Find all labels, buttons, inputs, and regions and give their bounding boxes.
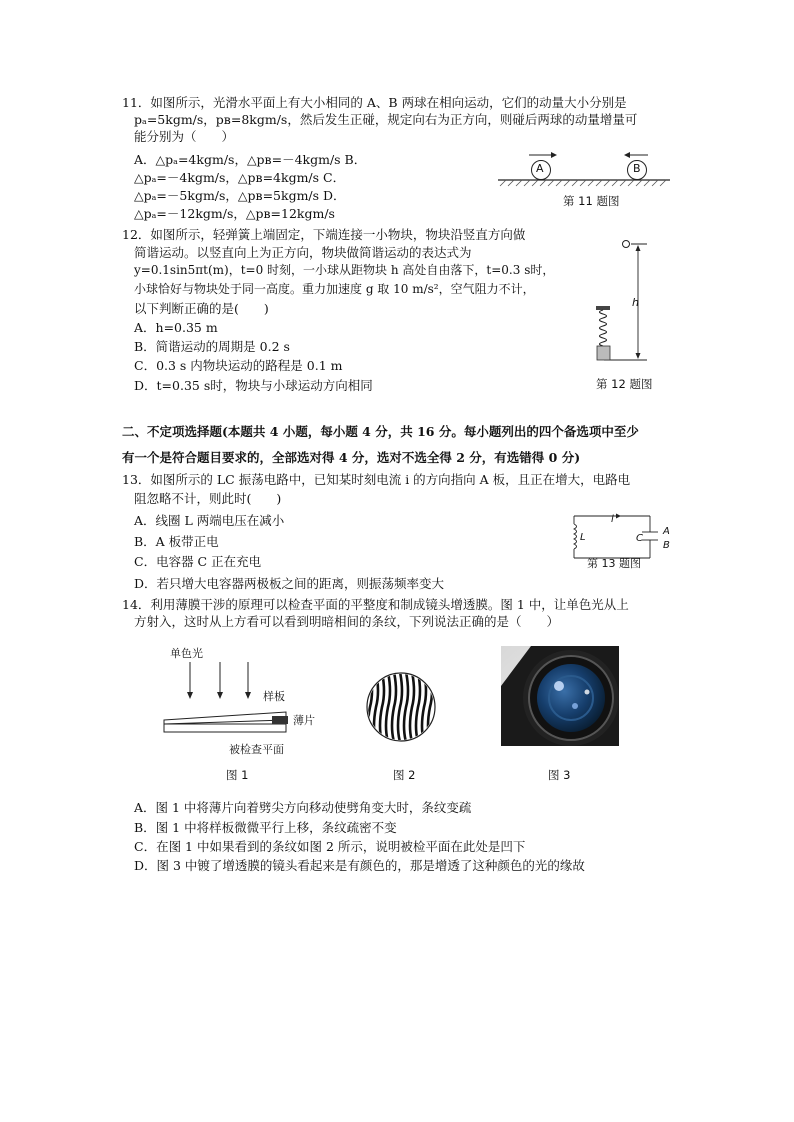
ball-a-label: A — [536, 162, 544, 175]
q12-option-a: A．h=0.35 m — [134, 320, 218, 335]
q13-caption: 第 13 题图 — [587, 557, 641, 570]
q13-b-label: B — [663, 540, 670, 551]
q14-fig2 — [366, 672, 436, 742]
q12-option-d: D．t=0.35 s时，物块与小球运动方向相同 — [134, 378, 373, 393]
q13-c-label: C — [636, 533, 643, 544]
fig2-caption: 图 2 — [393, 768, 416, 782]
q14-line1: 14．利用薄膜干涉的原理可以检查平面的平整度和制成镜头增透膜。图 1 中，让单色光从上 — [122, 597, 629, 612]
q11-option-a: A．△pₐ=4kgm/s，△pʙ=－4kgm/s B． — [134, 152, 367, 167]
q12-line1: 12．如图所示，轻弹簧上端固定，下端连接一小物块，物块沿竖直方向做 — [122, 227, 526, 242]
q13-a-label: A — [663, 526, 670, 537]
fig1-plate-label: 样板 — [263, 690, 285, 703]
fig1-surface-label: 被检查平面 — [229, 743, 284, 756]
q13-i-label: i — [611, 514, 614, 525]
q13-line1: 13．如图所示的 LC 振荡电路中，已知某时刻电流 i 的方向指向 A 板，且正在增大，电路电 — [122, 472, 631, 487]
q13-option-c: C．电容器 C 正在充电 — [134, 554, 262, 569]
q13-option-d: D．若只增大电容器两极板之间的距离，则振荡频率变大 — [134, 576, 445, 591]
section2-line2: 有一个是符合题目要求的，全部选对得 4 分，选对不选全得 2 分，有选错得 0 分) — [122, 450, 581, 465]
q14-fig3 — [501, 646, 619, 746]
q12-figure — [590, 236, 650, 366]
q11-caption: 第 11 题图 — [563, 194, 620, 208]
q12-option-b: B．简谐运动的周期是 0.2 s — [134, 339, 290, 354]
q12-option-c: C．0.3 s 内物块运动的路程是 0.1 m — [134, 358, 343, 373]
q13-line2: 阻忽略不计，则此时( ) — [134, 491, 282, 506]
section2-line1: 二、不定项选择题(本题共 4 小题，每小题 4 分，共 16 分。每小题列出的四个备选项中至少 — [122, 424, 639, 439]
q11-option-b: △pₐ=－4kgm/s，△pʙ=4kgm/s C． — [134, 170, 346, 185]
fig1-shim-label: 薄片 — [293, 714, 315, 727]
q12-line3: y=0.1sin5πt(m)，t=0 时刻，一小球从距物块 h 高处自由落下，t=0.3 s时， — [134, 263, 555, 277]
fig1-caption: 图 1 — [226, 768, 249, 782]
q11-option-c: △pₐ=－5kgm/s，△pʙ=5kgm/s D． — [134, 188, 346, 203]
q12-line2: 简谐运动。以竖直向上为正方向，物块做简谐运动的表达式为 — [134, 245, 472, 260]
q13-l-label: L — [580, 532, 586, 543]
q11-line2: pₐ=5kgm/s，pʙ=8kgm/s，然后发生正碰，规定向右为正方向，则碰后两球的动量增量可 — [134, 112, 638, 127]
q12-caption: 第 12 题图 — [596, 377, 653, 391]
q11-option-d: △pₐ=－12kgm/s，△pʙ=12kgm/s — [134, 206, 335, 221]
q14-line2: 方射入，这时从上方看可以看到明暗相间的条纹，下列说法正确的是（ ） — [134, 614, 560, 629]
ball-b-label: B — [633, 162, 641, 175]
q12-line5: 以下判断正确的是( ) — [134, 301, 269, 316]
q14-option-d: D．图 3 中镀了增透膜的镜头看起来是有颜色的，那是增透了这种颜色的光的缘故 — [134, 858, 585, 873]
q13-option-b: B．A 板带正电 — [134, 534, 219, 549]
q11-line1: 11．如图所示，光滑水平面上有大小相同的 A、B 两球在相向运动，它们的动量大小分别是 — [122, 95, 627, 110]
q11-figure — [496, 150, 672, 192]
q12-line4: 小球恰好与物块处于同一高度。重力加速度 g 取 10 m/s²，空气阻力不计， — [134, 282, 535, 296]
q14-option-a: A．图 1 中将薄片向着劈尖方向移动使劈角变大时，条纹变疏 — [134, 800, 472, 815]
fig1-light-label: 单色光 — [170, 647, 203, 660]
q12-h-label: h — [632, 296, 639, 309]
q13-option-a: A．线圈 L 两端电压在减小 — [134, 513, 285, 528]
fig3-caption: 图 3 — [548, 768, 571, 782]
q11-line3: 能分别为（ ） — [134, 129, 235, 144]
q14-option-c: C．在图 1 中如果看到的条纹如图 2 所示，说明被检平面在此处是凹下 — [134, 839, 526, 854]
q14-option-b: B．图 1 中将样板微微平行上移，条纹疏密不变 — [134, 820, 397, 835]
